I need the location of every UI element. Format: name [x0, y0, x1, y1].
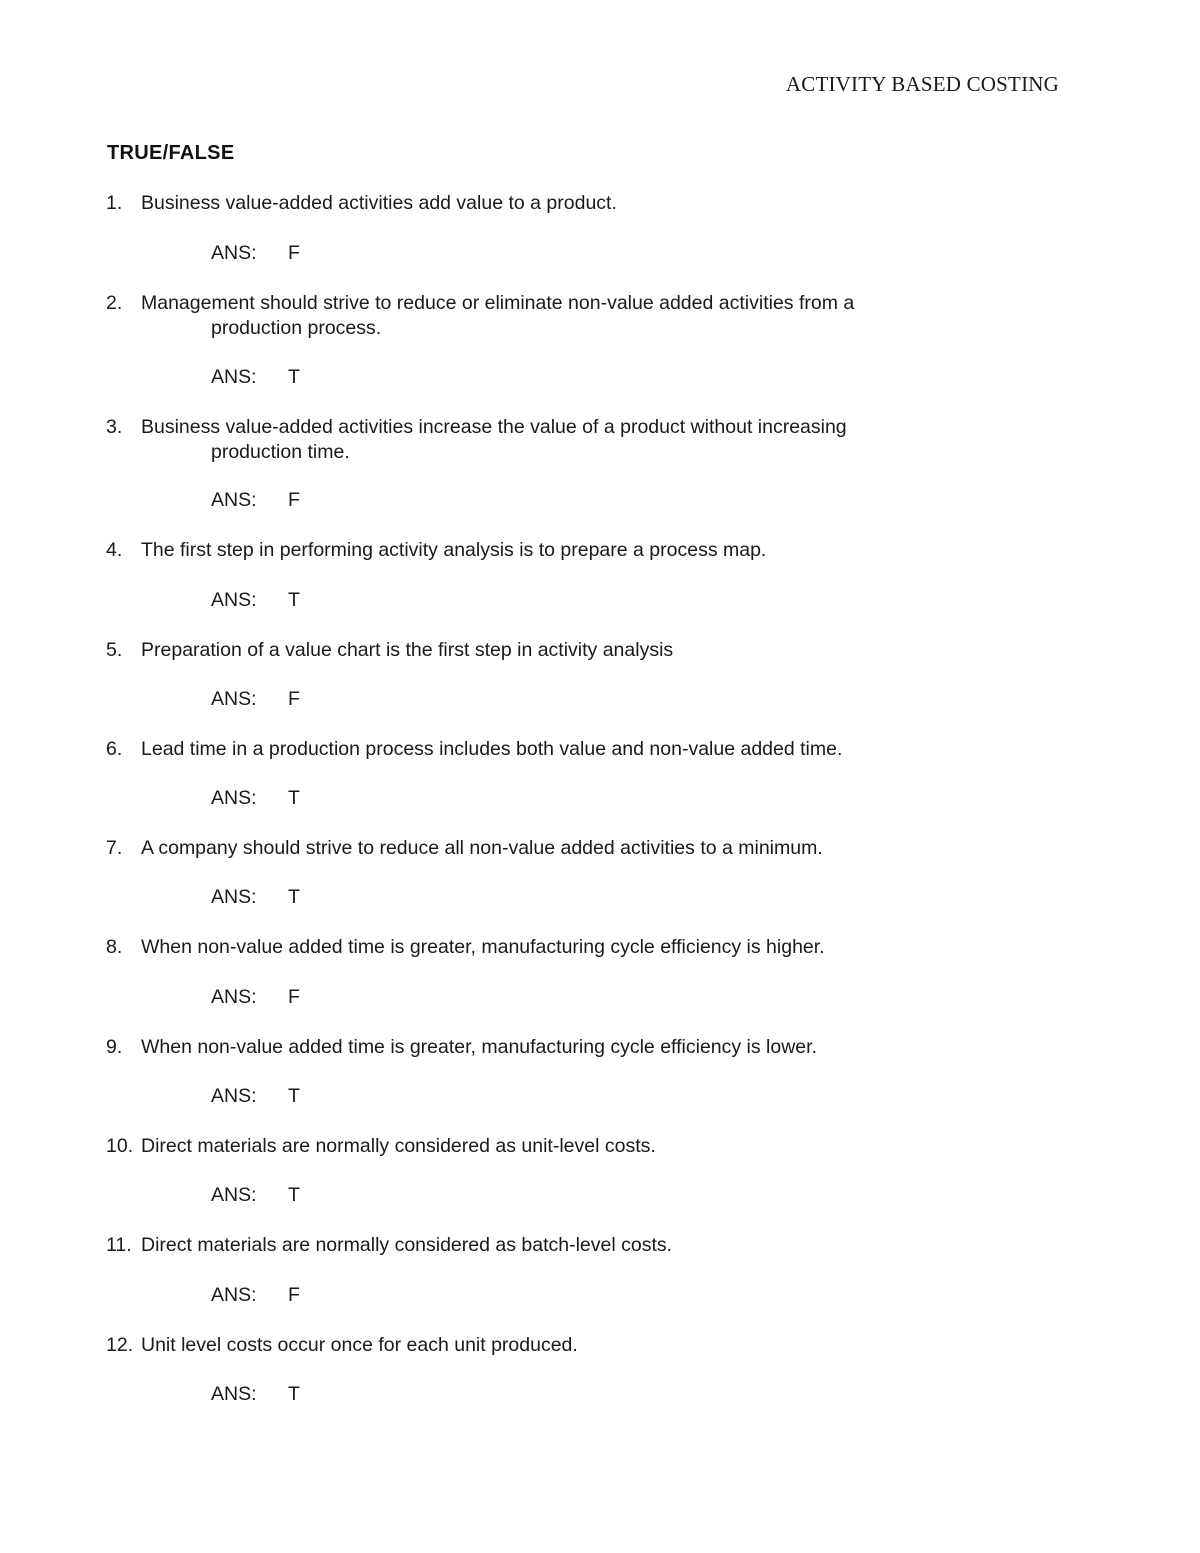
question-2: [106, 291, 986, 341]
answer-value: T: [288, 1085, 300, 1107]
answer-label: ANS:: [211, 1383, 257, 1405]
section-title: TRUE/FALSE: [107, 142, 235, 164]
answer-label: ANS:: [211, 886, 257, 908]
answer-value: T: [288, 589, 300, 611]
answer-label: ANS:: [211, 242, 257, 264]
answer-label: ANS:: [211, 688, 257, 710]
question-text: A company should strive to reduce all non-value added activities to a minimum.: [141, 837, 823, 859]
question-number: 10.: [106, 1135, 134, 1157]
question-4: [106, 538, 986, 563]
answer-label: ANS:: [211, 787, 257, 809]
question-6: [106, 737, 986, 762]
question-number: 5.: [106, 639, 123, 661]
answer-label: ANS:: [211, 489, 257, 511]
answer-3: [211, 488, 300, 513]
answer-1: [211, 241, 300, 266]
question-text: Business value-added activities add value to a product.: [141, 192, 617, 214]
answer-label: ANS:: [211, 1184, 257, 1206]
question-3: [106, 415, 986, 465]
answer-12: [211, 1382, 300, 1407]
question-text: Direct materials are normally considered as batch-level costs.: [141, 1234, 673, 1256]
answer-value: F: [288, 986, 300, 1008]
question-text: Management should strive to reduce or eliminate non-value added activities from a: [141, 292, 855, 314]
question-text: Preparation of a value chart is the first step in activity analysis: [141, 639, 674, 661]
question-text-continued: production process.: [211, 317, 382, 339]
answer-2: [211, 365, 300, 390]
question-8: [106, 935, 986, 960]
question-number: 12.: [106, 1334, 134, 1356]
question-number: 11.: [106, 1234, 132, 1256]
answer-6: [211, 786, 300, 811]
question-number: 9.: [106, 1036, 123, 1058]
answer-value: F: [288, 688, 300, 710]
answer-label: ANS:: [211, 986, 257, 1008]
answer-value: F: [288, 242, 300, 264]
question-number: 2.: [106, 292, 123, 314]
answer-9: [211, 1084, 300, 1109]
answer-11: [211, 1283, 300, 1308]
question-10: [106, 1134, 986, 1159]
answer-value: F: [288, 1284, 300, 1306]
answer-label: ANS:: [211, 1284, 257, 1306]
answer-value: T: [288, 1383, 300, 1405]
answer-value: T: [288, 1184, 300, 1206]
answer-label: ANS:: [211, 1085, 257, 1107]
question-5: [106, 638, 986, 663]
question-number: 7.: [106, 837, 123, 859]
answer-value: F: [288, 489, 300, 511]
question-text: The first step in performing activity analysis is to prepare a process map.: [141, 539, 767, 561]
page-header-title: ACTIVITY BASED COSTING: [785, 72, 1059, 96]
answer-value: T: [288, 366, 300, 388]
question-number: 3.: [106, 416, 123, 438]
question-text-continued: production time.: [211, 441, 350, 463]
question-number: 1.: [106, 192, 123, 214]
question-text: Unit level costs occur once for each unit produced.: [141, 1334, 578, 1356]
answer-10: [211, 1183, 300, 1208]
answer-7: [211, 885, 300, 910]
question-1: [106, 191, 986, 216]
answer-5: [211, 687, 300, 712]
question-7: [106, 836, 986, 861]
answer-value: T: [288, 886, 300, 908]
question-number: 4.: [106, 539, 123, 561]
question-text: When non-value added time is greater, manufacturing cycle efficiency is lower.: [141, 1036, 817, 1058]
question-text: When non-value added time is greater, manufacturing cycle efficiency is higher.: [141, 936, 825, 958]
answer-value: T: [288, 787, 300, 809]
question-text: Business value-added activities increase the value of a product without increasing: [141, 416, 847, 438]
question-9: [106, 1035, 986, 1060]
answer-4: [211, 588, 300, 613]
answer-8: [211, 985, 300, 1010]
answer-label: ANS:: [211, 589, 257, 611]
question-11: [106, 1233, 986, 1258]
question-text: Lead time in a production process includes both value and non-value added time.: [141, 738, 843, 760]
question-text: Direct materials are normally considered as unit-level costs.: [141, 1135, 656, 1157]
question-number: 8.: [106, 936, 123, 958]
answer-label: ANS:: [211, 366, 257, 388]
question-12: [106, 1333, 986, 1358]
question-number: 6.: [106, 738, 123, 760]
